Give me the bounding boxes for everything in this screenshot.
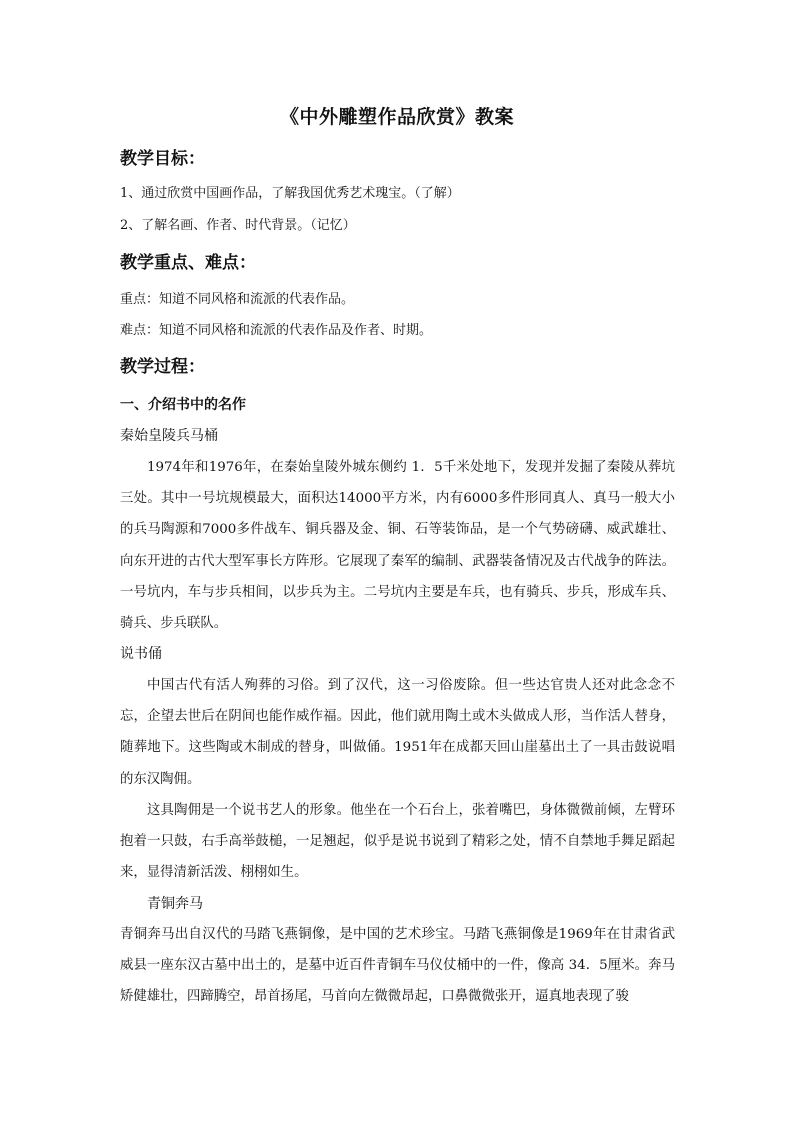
terracotta-paragraph: 1974年和1976年，在秦始皇陵外城东侧约 1．5千米处地下，发现并发掘了秦陵从葬坑三处。其中一号坑规模最大，面积达14000平方米，内有6000多件形同真人、真马一般大小的兵马陶源和7000多件战车、铜兵器及金、铜、石等装饰品，是一个气势磅礴、威武雄壮、向东开进的古代大型军事长方阵形。它展现了秦军的编制、武器装备情况及古代战争的阵法。一号坑内，车与步兵相间，以步兵为主。二号坑内主要是车兵，也有骑兵、步兵，形成车兵、骑兵、步兵联队。 <box>120 460 675 632</box>
storyteller-paragraph-2: 这具陶佣是一个说书艺人的形象。他坐在一个石台上，张着嘴巴，身体微微前倾，左臂环抱着一只鼓，右手高举鼓槌，一足翘起，似乎是说书说到了精彩之处，情不自禁地手舞足蹈起来，显得清新活泼、栩栩如生。 <box>120 803 675 881</box>
process-heading: 教学过程： <box>120 357 205 377</box>
difficulty-point: 难点：知道不同风格和流派的代表作品及作者、时期。 <box>120 323 433 338</box>
key-points-heading: 教学重点、难点： <box>120 253 256 273</box>
bronze-horse-paragraph: 青铜奔马出自汉代的马踏飞燕铜像，是中国的艺术珍宝。马踏飞燕铜像是1969年在甘肃省武威县一座东汉古墓中出土的，是墓中近百件青铜车马仪仗桶中的一件，像高 34．5厘米。奔马矫健雄壮，四蹄腾空，昂首扬尾，马首向左微微昂起，口鼻微微张开，逼真地表现了骏 <box>120 927 675 1005</box>
work-name-terracotta: 秦始皇陵兵马桶 <box>120 428 218 444</box>
objective-item-2: 2、了解名画、作者、时代背景。（记忆） <box>120 218 356 233</box>
storyteller-paragraph-1: 中国古代有活人殉葬的习俗。到了汉代，这一习俗废除。但一些达官贵人还对此念念不忘，企望去世后在阴间也能作威作福。因此，他们就用陶土或木头做成人形，当作活人替身，随葬地下。这些陶或木制成的替身，叫做俑。1951年在成都天回山崖墓出土了一具击鼓说唱的东汉陶佣。 <box>120 678 675 787</box>
objective-item-1: 1、通过欣赏中国画作品，了解我国优秀艺术瑰宝。（了解） <box>120 186 460 201</box>
section-title: 一、介绍书中的名作 <box>120 397 246 413</box>
work-name-storyteller: 说书俑 <box>120 646 162 662</box>
focus-point: 重点：知道不同风格和流派的代表作品。 <box>120 292 355 307</box>
work-name-bronze-horse: 青铜奔马 <box>147 896 203 912</box>
objectives-heading: 教学目标： <box>120 149 205 169</box>
document-title: 《中外雕塑作品欣赏》教案 <box>279 106 514 128</box>
